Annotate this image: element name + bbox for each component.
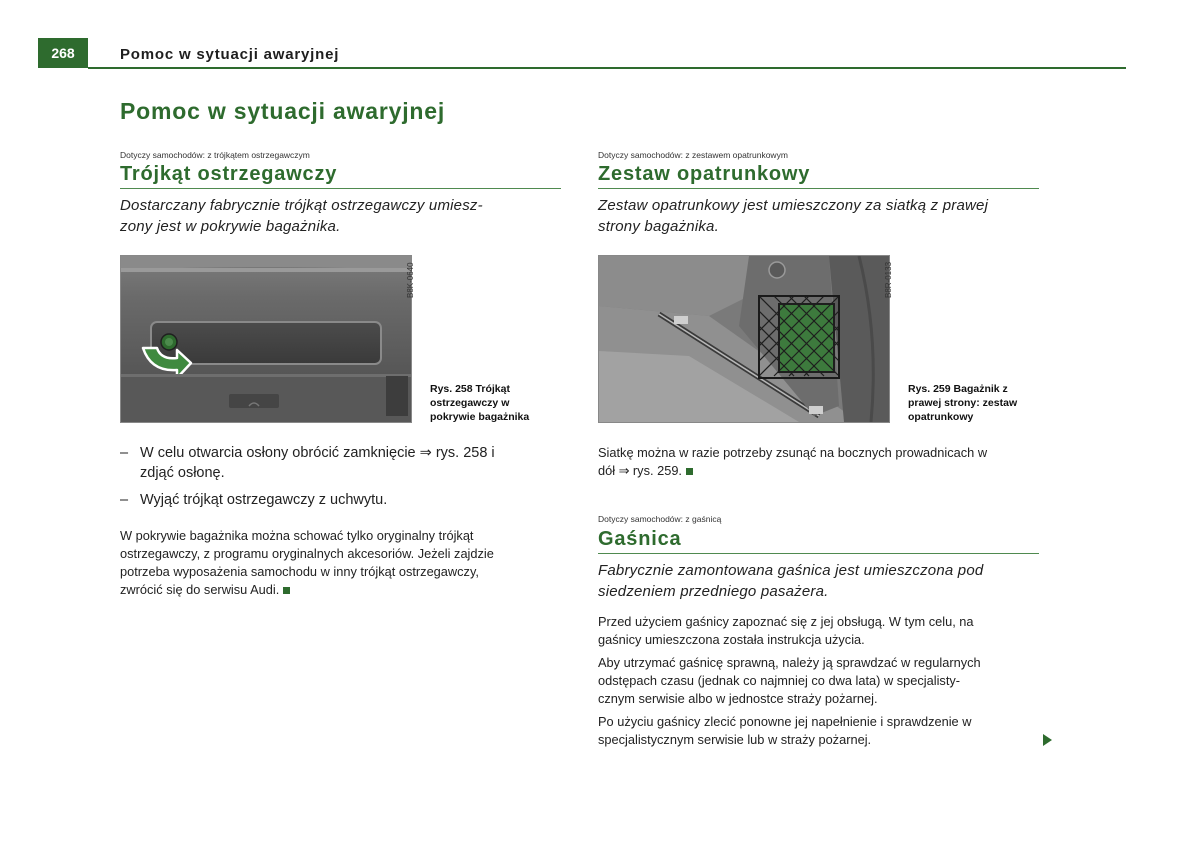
- paragraph-triangle-note: W pokrywie bagażnika można schować tylko oryginalny trójkąt ostrzegawczy, z programu oryginalnych akcesoriów. Jeżeli zajdzie potrzeba wyposażenia samochodu w inny trójkąt ostrzegawczy, zwrócić się do serwisu Audi.: [120, 528, 494, 597]
- bullet-open-cover: – W celu otwarcia osłony obrócić zamknięcie ⇒ rys. 258 i zdjąć osłonę.: [120, 445, 495, 481]
- figure-code-259: B8R-0133: [884, 261, 893, 298]
- header-rule: [88, 67, 1126, 69]
- section-rule: [120, 188, 561, 189]
- page-title: Pomoc w sytuacji awaryjnej: [120, 98, 446, 124]
- paragraph-extinguisher-usage: Przed użyciem gaśnicy zapoznać się z jej obsługą. W tym celu, na gaśnicy umieszczona została instrukcja użycia.: [598, 614, 974, 647]
- trunk-lid-illustration: [121, 256, 411, 422]
- applies-note-first-aid: Dotyczy samochodów: z zestawem opatrunkowym: [598, 150, 788, 160]
- figure-code-258: B8K-0640: [406, 262, 415, 298]
- bullet-remove-triangle: – Wyjąć trójkąt ostrzegawczy z uchwytu.: [120, 492, 388, 508]
- paragraph-extinguisher-refill: Po użyciu gaśnicy zlecić ponowne jej napełnienie i sprawdzenie w specjalistycznym serwisie lub w straży pożarnej.: [598, 714, 972, 747]
- paragraph-net: Siatkę można w razie potrzeby zsunąć na bocznych prowadnicach w dół ⇒ rys. 259.: [598, 445, 988, 478]
- paragraph-extinguisher-check: Aby utrzymać gaśnicę sprawną, należy ją sprawdzać w regularnych odstępach czasu (jednak co najmniej co dwa lata) w specjalisty- cznym serwisie albo w jednostce straży pożarnej.: [598, 655, 981, 706]
- square-end-icon: [686, 468, 693, 475]
- figure-trunk-right-side: [598, 255, 890, 423]
- paragraphs-extinguisher: [598, 613, 1048, 754]
- bullet-dash: –: [120, 492, 129, 508]
- intro-first-aid: Zestaw opatrunkowy jest umieszczony za siatką z prawej strony bagażnika.: [598, 197, 989, 235]
- applies-note-extinguisher: Dotyczy samochodów: z gaśnicą: [598, 514, 722, 524]
- intro-triangle: Dostarczany fabrycznie trójkąt ostrzegawczy umiesz- zony jest w pokrywie bagażnika.: [120, 197, 483, 235]
- bullet-dash: –: [120, 445, 129, 461]
- applies-note-triangle: Dotyczy samochodów: z trójkątem ostrzegawczym: [120, 150, 310, 160]
- figure-trunk-lid: [120, 255, 412, 423]
- first-aid-kit-illustration: [599, 256, 889, 422]
- page-number: 268: [38, 38, 88, 68]
- section-rule: [598, 188, 1039, 189]
- section-title-extinguisher: Gaśnica: [598, 528, 682, 550]
- square-end-icon: [283, 587, 290, 594]
- caption-fig-259: Rys. 259 Bagażnik z prawej strony: zestaw opatrunkowy: [908, 383, 1018, 423]
- running-title: Pomoc w sytuacji awaryjnej: [120, 46, 340, 63]
- section-title-triangle: Trójkąt ostrzegawczy: [120, 163, 338, 185]
- section-title-first-aid: Zestaw opatrunkowy: [598, 163, 811, 185]
- section-rule: [598, 553, 1039, 554]
- intro-extinguisher: Fabrycznie zamontowana gaśnica jest umieszczona pod siedzeniem przedniego pasażera.: [598, 562, 984, 600]
- triangle-right-icon: [1043, 734, 1052, 746]
- caption-fig-258: Rys. 258 Trójkąt ostrzegawczy w pokrywie bagażnika: [430, 383, 530, 423]
